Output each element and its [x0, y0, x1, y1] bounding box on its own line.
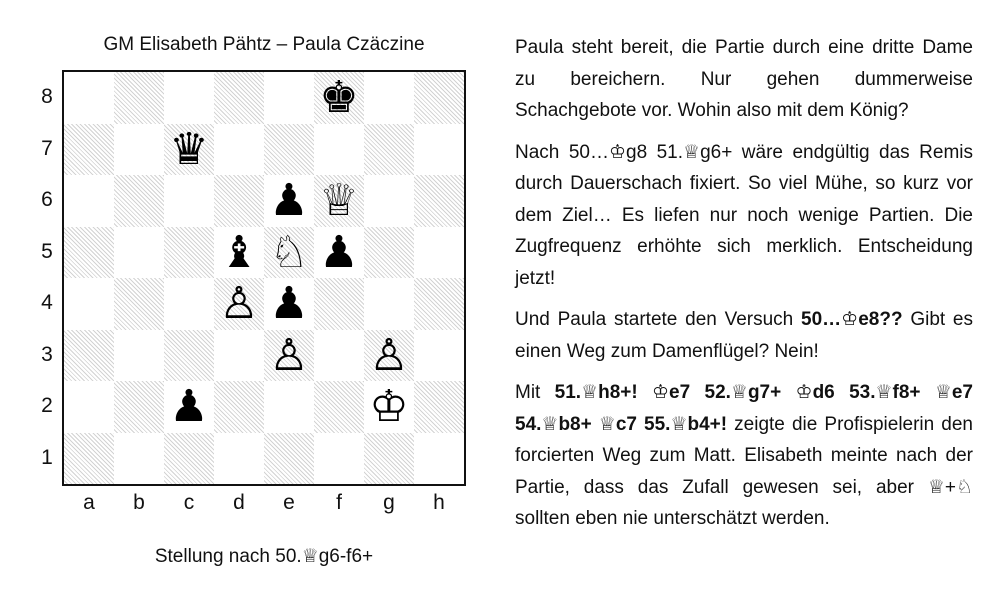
- file-label-h: h: [433, 491, 445, 514]
- square-e8: [264, 72, 314, 124]
- square-e2: [264, 381, 314, 433]
- paragraph-4: [515, 377, 973, 535]
- square-a3: [64, 330, 114, 382]
- square-g1: [364, 433, 414, 485]
- square-g5: [364, 227, 414, 279]
- square-d6: [214, 175, 264, 227]
- white-king-g2: ♔: [369, 381, 409, 432]
- square-f3: [314, 330, 364, 382]
- file-label-a: a: [83, 491, 95, 514]
- rank-label-1: 1: [41, 445, 53, 469]
- square-c1: [164, 433, 214, 485]
- white-knight-e5: ♘: [269, 226, 309, 278]
- square-f1: [314, 433, 364, 485]
- diagram-title: GM Elisabeth Pähtz – Paula Czäczine: [103, 34, 425, 55]
- rank-label-8: 8: [41, 85, 53, 108]
- square-c5: [164, 227, 214, 279]
- rank-label-4: 4: [41, 291, 53, 314]
- square-d2: [214, 381, 264, 433]
- square-e1: [264, 433, 314, 485]
- square-h4: [414, 278, 464, 330]
- square-h3: [414, 330, 464, 382]
- rank-label-3: 3: [41, 342, 53, 366]
- square-a6: [64, 175, 114, 227]
- paragraph-2: Nach 50…♔g8 51.♕g6+ wäre endgültig das Remis durch Dauerschach fixiert. So viel Mühe, so kurz vor dem Ziel… Es liefen nur noch wenige Partien. Die Zugfrequenz erhöhte sich merklich. Entscheidung jetzt!: [515, 141, 973, 289]
- square-h7: [414, 124, 464, 176]
- black-pawn-c2: ♟: [169, 381, 209, 432]
- paragraph-1: Paula steht bereit, die Partie durch eine dritte Dame zu bereichern. Nur gehen dummerweise Schachgebote vor. Wohin also mit dem König?: [515, 37, 973, 121]
- square-b3: [114, 330, 164, 382]
- square-d3: [214, 330, 264, 382]
- square-h2: [414, 381, 464, 433]
- square-b1: [114, 433, 164, 485]
- black-king-f8: ♚: [319, 72, 359, 123]
- square-c8: [164, 72, 214, 124]
- square-h5: [414, 227, 464, 279]
- rank-label-7: 7: [41, 136, 53, 160]
- rank-label-6: 6: [41, 188, 53, 211]
- square-b4: [114, 278, 164, 330]
- white-queen-f6: ♕: [319, 175, 359, 226]
- paragraph-4-start: Mit: [515, 382, 555, 403]
- file-label-e: e: [283, 491, 295, 514]
- white-pawn-d4: ♙: [219, 278, 259, 329]
- commentary-text: [515, 32, 973, 545]
- square-a7: [64, 124, 114, 176]
- square-g7: [364, 124, 414, 176]
- square-d1: [214, 433, 264, 485]
- white-pawn-g3: ♙: [369, 329, 409, 381]
- square-c3: [164, 330, 214, 382]
- square-e7: [264, 124, 314, 176]
- paragraph-3-start: Und Paula startete den Versuch: [515, 309, 802, 330]
- square-g6: [364, 175, 414, 227]
- white-pawn-e3: ♙: [269, 329, 309, 381]
- square-h1: [414, 433, 464, 485]
- square-d7: [214, 124, 264, 176]
- square-b2: [114, 381, 164, 433]
- square-a2: [64, 381, 114, 433]
- move-sequence-bold: 51.♕h8+! ♔e7 52.♕g7+ ♔d6 53.♕f8+ ♕e7 54.♕b8+ ♕c7 55.♕b4+!: [515, 382, 973, 435]
- file-label-d: d: [233, 491, 245, 514]
- rank-label-2: 2: [41, 394, 53, 417]
- square-h6: [414, 175, 464, 227]
- black-pawn-e6: ♟: [269, 175, 309, 226]
- square-a1: [64, 433, 114, 485]
- black-pawn-f5: ♟: [319, 226, 359, 278]
- black-bishop-d5: ♝: [219, 226, 259, 278]
- square-a4: [64, 278, 114, 330]
- move-notation-bold: 50…♔e8??: [801, 309, 903, 330]
- diagram-caption: Stellung nach 50.♕g6-f6+: [154, 546, 374, 567]
- rank-label-5: 5: [41, 239, 53, 263]
- square-f7: [314, 124, 364, 176]
- square-b6: [114, 175, 164, 227]
- square-f4: [314, 278, 364, 330]
- paragraph-4-end: zeigte die Profispielerin den forcierten Weg zum Matt. Elisabeth meinte nach der Partie, dass das Zufall gewesen sei, aber ♕+♘ sollten eben nie unterschätzt werden.: [515, 413, 973, 529]
- square-g8: [364, 72, 414, 124]
- paragraph-3: [515, 304, 973, 367]
- square-c4: [164, 278, 214, 330]
- square-h8: [414, 72, 464, 124]
- square-b7: [114, 124, 164, 176]
- chess-board: [62, 70, 466, 486]
- file-label-c: c: [183, 491, 195, 514]
- square-b5: [114, 227, 164, 279]
- paragraph-3-end: Gibt es einen Weg zum Damenflügel? Nein!: [515, 309, 973, 362]
- square-c6: [164, 175, 214, 227]
- file-label-f: f: [336, 491, 342, 514]
- black-queen-c7: ♛: [169, 123, 209, 175]
- square-d8: [214, 72, 264, 124]
- black-pawn-e4: ♟: [269, 278, 309, 329]
- file-label-b: b: [133, 491, 145, 514]
- square-b8: [114, 72, 164, 124]
- square-g4: [364, 278, 414, 330]
- square-a8: [64, 72, 114, 124]
- square-a5: [64, 227, 114, 279]
- square-f2: [314, 381, 364, 433]
- file-label-g: g: [383, 491, 395, 514]
